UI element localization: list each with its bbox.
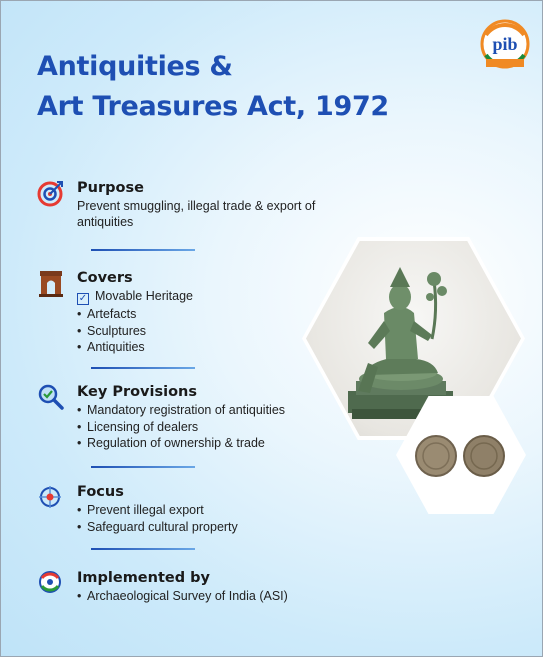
- divider: [91, 548, 195, 550]
- focus-heading: Focus: [77, 484, 124, 500]
- list-item: • Antiquities: [77, 339, 367, 356]
- list-item: • Regulation of ownership & trade: [77, 435, 367, 452]
- divider: [91, 466, 195, 468]
- magnifier-icon: [37, 383, 65, 411]
- covers-check-item: ✓ Movable Heritage: [78, 289, 193, 304]
- page-title: [37, 47, 389, 127]
- list-item: • Safeguard cultural property: [77, 519, 367, 536]
- provisions-heading: Key Provisions: [77, 384, 197, 400]
- implemented-list: [77, 588, 367, 605]
- arch-icon: [37, 269, 65, 297]
- list-item: • Prevent illegal export: [77, 502, 367, 519]
- divider: [91, 367, 195, 369]
- emblem-icon: [37, 569, 65, 597]
- covers-heading: Covers: [77, 270, 133, 286]
- list-item: • Licensing of dealers: [77, 419, 367, 436]
- focus-list: [77, 502, 367, 535]
- list-item: • Artefacts: [77, 306, 367, 323]
- divider: [91, 249, 195, 251]
- pib-logo-icon: [478, 17, 532, 75]
- compass-icon: [37, 483, 65, 511]
- purpose-desc: Prevent smuggling, illegal trade & export of antiquities: [77, 199, 316, 229]
- title-line-2: Art Treasures Act, 1972: [37, 91, 389, 122]
- list-item: • Sculptures: [77, 323, 367, 340]
- checkbox-icon: ✓: [78, 293, 88, 304]
- title-line-1: Antiquities &: [37, 51, 233, 82]
- provisions-list: [77, 402, 367, 452]
- list-item: • Archaeological Survey of India (ASI): [77, 588, 367, 605]
- logo-text: pib: [492, 34, 518, 54]
- implemented-heading: Implemented by: [77, 570, 210, 586]
- target-icon: [37, 179, 65, 207]
- list-item: • Mandatory registration of antiquities: [77, 402, 367, 419]
- purpose-heading: Purpose: [77, 180, 144, 196]
